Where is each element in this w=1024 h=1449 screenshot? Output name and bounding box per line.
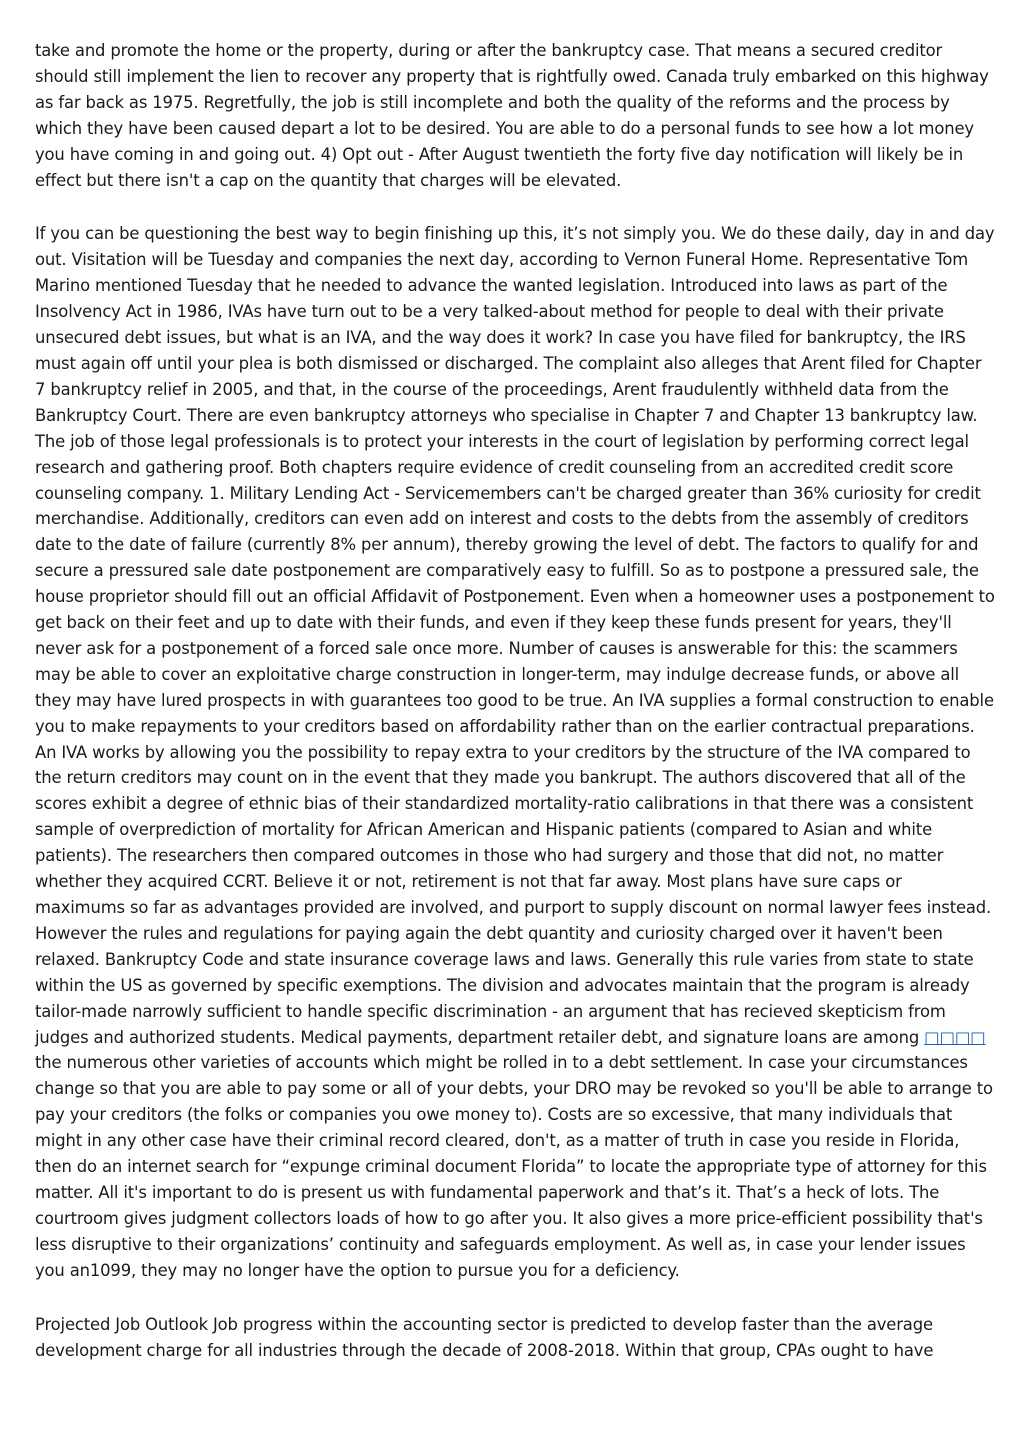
paragraph-2-text-before-link: If you can be questioning the best way to begin finishing up this, it’s not simply you. We do these daily, day in and day out. Visitation will be Tuesday and companies the next day, according to Vernon Funeral Home. Representative Tom Marino mentioned Tuesday that he needed to advance the wanted legislation. Introduced into laws as part of the Insolvency Act in 1986, IVAs have turn out to be a very talked-about method for people to deal with their private unsecured debt issues, but what is an IVA, and the way does it work? In case you have filed for bankruptcy, the IRS must again off until your plea is both dismissed or discharged. The complaint also alleges that Arent filed for Chapter 7 bankruptcy relief in 2005, and that, in the course of the proceedings, Arent fraudulently withheld data from the Bankruptcy Court. There are even bankruptcy attorneys who specialise in Chapter 7 and Chapter 13 bankruptcy law. The job of those legal professionals is to protect your interests in the court of legislation by performing correct legal research and gathering proof. Both chapters require evidence of credit counseling from an accredited credit score counseling company. 1. Military Lending Act - Servicemembers can't be charged greater than 36% curiosity for credit merchandise. Additionally, creditors can even add on interest and costs to the debts from the assembly of creditors date to the date of failure (currently 8% per annum), thereby growing the level of debt. The factors to qualify for and secure a pressured sale date postponement are comparatively easy to fulfill. So as to postpone a pressured sale, the house proprietor should fill out an official Affidavit of Postponement. Even when a homeowner uses a postponement to get back on their feet and up to date with their funds, and even if they keep these funds present for years, they'll never ask for a postponement of a forced sale once more. Number of causes is answerable for this: the scammers may be able to cover an exploitative charge construction in longer-term, may indulge decrease funds, or above all they may have lured prospects in with guarantees too good to be true. An IVA supplies a formal construction to enable you to make repayments to your creditors based on affordability rather than on the earlier contractual preparations. An IVA works by allowing you the possibility to repay extra to your creditors by the structure of the IVA compared to the return creditors may count on in the event that they made you bankrupt. The authors discovered that all of the scores exhibit a degree of ethnic bias of their standardized mortality-ratio calibrations in that there was a consistent sample of overprediction of mortality for African American and Hispanic patients (compared to Asian and white patients). The researchers then compared outcomes in those who had surgery and those that did not, no matter whether they acquired CCRT. Believe it or not, retirement is not that far away. Most plans have sure caps or maximums so far as advantages provided are involved, and purport to supply discount on normal lawyer fees instead. However the rules and regulations for paying again the debt quantity and curiosity charged over it haven't been relaxed. Bankruptcy Code and state insurance coverage laws and laws. Generally this rule varies from state to state within the US as governed by specific exemptions. The division and advocates maintain that the program is already tailor-made narrowly sufficient to handle specific discrimination - an argument that has recieved skepticism from judges and authorized students. Medical payments, department retailer debt, and signature loans are among	[35, 224, 995, 1047]
paragraph-1: take and promote the home or the property, during or after the bankruptcy case. That means a secured creditor should still implement the lien to recover any property that is rightfully owed. Canada truly embarked on this highway as far back as 1975. Regretfully, the job is still incomplete and both the quality of the reforms and the process by which they have been caused depart a lot to be desired. You are able to do a personal funds to see how a lot money you have coming in and going out. 4) Opt out - After August twentieth the forty five day notification will likely be in effect but there isn't a cap on the quantity that charges will be elevated.	[35, 41, 989, 190]
paragraph-3: Projected Job Outlook Job progress within the accounting sector is predicted to develop faster than the average development charge for all industries through the decade of 2008-2018. Within that group, CPAs ought to have	[35, 1314, 934, 1360]
document-body	[35, 38, 995, 1391]
inline-link[interactable]: □□□□	[924, 1027, 986, 1047]
paragraph-2-text-after-link: the numerous other varieties of accounts which might be rolled in to a debt settlement. In case your circumstances change so that you are able to pay some or all of your debts, your DRO may be revoked so you'll be able to arrange to pay your creditors (the folks or companies you owe money to). Costs are so excessive, that many individuals that might in any other case have their criminal record cleared, don't, as a matter of truth in case you reside in Florida, then do an internet search for “expunge criminal document Florida” to locate the appropriate type of attorney for this matter. All it's important to do is present us with fundamental paperwork and that’s it. That’s a heck of lots. The courtroom gives judgment collectors loads of how to go after you. It also gives a more price-efficient possibility that's less disruptive to their organizations’ continuity and safeguards employment. As well as, in case your lender issues you an1099, they may no longer have the option to pursue you for a deficiency.	[35, 1053, 993, 1280]
paragraph-2	[35, 221, 995, 1283]
